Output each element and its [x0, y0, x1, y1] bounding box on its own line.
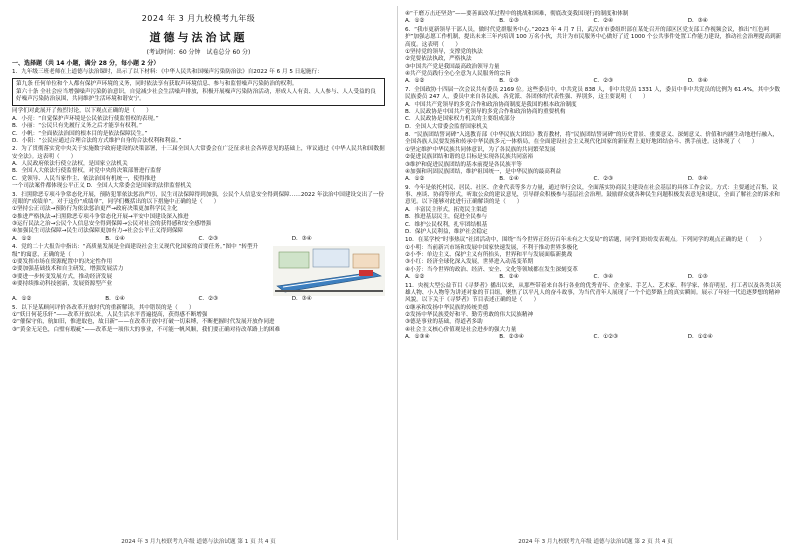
answer-options [405, 274, 782, 281]
answer-option: D．③④ [687, 18, 708, 25]
statement-item: ①坚持公正司法→预防行为依法惩治更严→政府决策更加科学民主化 [12, 206, 178, 213]
option: B．全国人大依法行使监督权，对党中央的决策部署进行监督 [12, 168, 162, 175]
statement-item: ③要进一步转变发展方式，推动经济发展 [12, 273, 113, 280]
statement-item: ④小芳：当今世界的政治、经济、安全、文化等领域都在发生深刻变革 [405, 266, 578, 273]
page-footer: 2024 年 3 月九校联考九年级 道德与法治试题 第 2 页 共 4 页 [518, 538, 673, 545]
option: C．维护公民权利，扎牢团结根基 [405, 221, 488, 228]
answer-option: B．①④ [105, 296, 125, 303]
statement-item: ①“妖日何花乐轩”——改革开放以来，人民生活水平普遍提高，获得感不断增强 [12, 311, 208, 318]
statement-item: ③德是事业的基础，得道者多助 [405, 319, 483, 326]
question-10 [405, 237, 782, 281]
answer-option: B．①③ [499, 18, 519, 25]
option: C．小帆：“全面依法治国的根本目的是依法保障民生。” [12, 130, 148, 137]
question-11 [405, 283, 782, 342]
exam-meta: (考试时间：60 分钟 试卷总分 60 分) [146, 49, 251, 57]
statement-item: ④共产党员践行全心全意为人民服务的宗旨 [405, 71, 511, 77]
question-stem: 8．“民族团结誓词碑”入选教育部《中华民族大团结》教育教材，将“民族团结誓词碑”的历史背景、重要意义、深刻意义、价值和内涵生动地进行融入，全国各族人民要发扬和传承中华民族多元一体格局，在全面建设社会主义现代化国家的新征程上更好地团结奋斗、携手前进。这体现了（ ） [405, 132, 779, 146]
answer-option: B．②④ [499, 274, 519, 281]
option: C．人民政协是国家权力机关的主要组成部分 [405, 116, 516, 123]
answer-option: C．②③ [198, 235, 219, 242]
page-footer: 2024 年 3 月九校联考九年级 道德与法治试题 第 1 页 共 4 页 [121, 538, 276, 545]
statement-item: ②小李：单边主义、保护主义有所抬头，世界和平与发展面临新挑战 [405, 252, 573, 258]
question-4-text [12, 244, 269, 296]
question-stem: 5．以下是某顾问评价各改革开放时代的重新解读，其中错误的是（ ） [12, 304, 195, 311]
answer-option: B．①④ [499, 176, 519, 183]
answer-option: B．②③④ [499, 334, 524, 341]
statement-item: ②党要依法执政，严格执法 [405, 56, 472, 63]
answer-options [405, 176, 782, 183]
statement-item: ②“催保守佑，航如旧，惟进取也，故日新”——在改革开放中打破一切束缚，不断把握时代发展开放作同进 [12, 319, 275, 326]
question-stem: 9．今年是依托村民、居民、社区、企业代表等多方力量，通过举行会议，全面落实协商民主建设在社会基层的具体工作会议。方式：主要通过召集、议事、座谈、协商等形式，听取公众的建议意见，引导群众积极参与基层社会治理。鼓励群众就各种民生问题积极发表意见和建议，全面了解社会的诉求和意见。以下能够对此进行正确解读的是（ ） [405, 184, 780, 206]
option: A．丰富民主形式，拓宽民主渠道 [405, 206, 488, 213]
answer-options [405, 18, 782, 25]
question-stem: 10．在某学校“时事热议”社团活动中，围绕“当今世界正经历百年未有之大变局”的话题，同学们纷纷发表观点。下列同学的观点正确的是（ ） [405, 237, 765, 244]
question-stem: 11．央视大型公益节目《寻梦者》播出以来，从那些带着来自各行各业的优秀青年、企业家、手艺人、艺术家、科学家、体育明星、打工者以及各类以英雄人物、小人物等为讲述对象的节目组，聚焦了以平凡人的奋斗故事，为当代青年人展现了一个个追梦路上的真实瞬间。展示了年轻一代追逐梦想的精神风貌。以下关于《寻梦者》节目表述正确的是（ ） [405, 282, 782, 304]
answer-option: A．①② [12, 296, 32, 303]
page-2 [397, 0, 794, 550]
question-7 [405, 87, 782, 131]
answer-option: C．②③ [593, 78, 614, 85]
option: D．小阳：“公民应通过合理合法的方式维护自身的合法权利和利益。” [12, 137, 182, 144]
statement-item: ①要发挥市场在资源配置中的决定性作用 [12, 258, 113, 265]
question-5 [12, 305, 385, 335]
answer-option: C．②③ [593, 176, 614, 183]
train-illustration-icon [273, 246, 385, 296]
law-article: 第六十条 全社会应当增强噪声污染防治意识，自觉减少社会生活噪声排放，积极开展噪声污染防治活动，形成人人有责、人人参与、人人受益的良好噪声污染防治氛围，共同维护生活环境和谐安宁。 [16, 88, 376, 102]
statement-item: ③运行民法之治→公民个人信息安全得到保障→公民对社会的获得感和安全感增强 [12, 221, 211, 227]
answer-option: D．③④ [291, 296, 312, 303]
option: A．人民政府依法行使立法权，是国家立法机关 [12, 161, 128, 167]
statement-item: ④加强和巩固民族团结，维护祖国统一，是中华民族的最高利益 [405, 168, 562, 175]
answer-option: A．①② [405, 274, 425, 281]
exam-header: 2024 年 3 月九校模考九年级 [141, 14, 256, 23]
question-5-continued [405, 11, 782, 26]
question-4 [12, 244, 385, 303]
answer-option: C．②④ [593, 18, 614, 25]
statement-item: ③小红：经济全球化深入发展，世界进入动荡变革期 [405, 259, 534, 266]
question-9 [405, 185, 782, 237]
statement-item: ②要加强基础技术和自主研发，增强发展活力 [12, 266, 124, 273]
law-excerpt-box [12, 78, 385, 106]
statement-item: ④“千磨万击还坚劲”——要善面改革过程中的挑战和困难，彻底改变我国现行的制度和体制 [405, 11, 629, 17]
answer-option: A．①② [405, 78, 425, 85]
statement-item: ①坚定维护中华民族共同体意识，为了各民族的共同繁荣发展 [405, 146, 556, 153]
question-8 [405, 132, 782, 184]
answer-option: A．①② [405, 176, 425, 183]
answer-option: C．③④ [593, 274, 614, 281]
statement-item: ③中国共产党是我国最高政治领导力量 [405, 63, 500, 70]
answer-option: B．①③ [499, 78, 519, 85]
question-2 [12, 146, 385, 190]
answer-option: B．①④ [105, 235, 125, 242]
answer-option: A．①③④ [405, 334, 430, 341]
answer-options [12, 236, 385, 243]
answer-options [405, 334, 782, 341]
answer-option: C．①②③ [593, 334, 619, 341]
question-4-row [12, 244, 385, 296]
question-prompt: 同学们对此展开了热烈讨论，以下观点正确的是（ ） [12, 108, 152, 115]
law-article: 第九条 任何单位和个人都有保护声环境的义务，同时依法享有获取声环境信息、参与和监督噪声污染防治的权利。 [16, 81, 298, 88]
option: A．小亮：“自觉保护声环境是公民依法行使监督权的表现。” [12, 115, 159, 122]
statement-item: ③“黄金无足色，白璧有瑕疵”——改革是一项伟大的事业，不可能一帆风顺，我们要正确对待改革路上的困难 [12, 326, 281, 333]
option: D．全国人大常委会监督国家机关 [405, 123, 488, 130]
option: D．保护人民利益，维护社会稳定 [405, 228, 488, 235]
answer-option: D．①②④ [687, 334, 713, 341]
answer-option: C．②③ [198, 296, 219, 303]
question-stem: 2．为了贯彻落实党中央关于实施数字政府建设的决策部署，十三届全国人大常委会在广泛征求社会各界意见的基础上，审议通过《中华人民共和国数据安全法》。这表明（ ） [12, 146, 385, 160]
exam-title: 道德与法治试题 [149, 30, 248, 44]
question-stem: 4．党的二十大报告中指出：“高质量发展是全面建设社会主义现代化国家的首要任务。”图中 “转型升级”的寓意，正确的是（ ） [12, 244, 259, 258]
section-heading: 一、选择题（共 14 小题，满分 28 分，每小题 2 分） [12, 59, 160, 67]
option: B．人民政协是中国共产党领导的多党合作和政治协商的重要机构 [405, 108, 566, 115]
question-6 [405, 27, 782, 86]
answer-option: A．①② [405, 18, 425, 25]
statement-item: ①小明：当前新兴市场和发展中国家快速发展，不利于推动世界多极化 [405, 244, 578, 251]
option: 一个司法案件都体现公平正义 D．全国人大常委会是国家的法律监督机关 [12, 183, 192, 190]
option: C．党领导、人民当家作主、依法治国有机统一，使得推进 [12, 175, 156, 182]
question-stem: 7．全国政协十四届一次会议共有委员 2169 位。这些委员中，中共党员 838 人，非中共党员 1331 人，委员中非中共党员的比例为 61.4%，其中少数民族委员 247 人，委员中来自各民族、各党派、各团体的代表性强、界别多，这主要说明（ ） [405, 86, 780, 101]
answer-option: D．①③ [687, 274, 708, 281]
statement-item: ①继承和发扬中华民族的传统美德 [405, 304, 489, 311]
statement-item: ①坚持党的领导，支撑党的执法 [405, 48, 483, 55]
statement-item: ④要持续推动科技创新，发展资源型产业 [12, 281, 113, 287]
question-1 [12, 69, 385, 145]
answer-option: A．①② [12, 235, 32, 242]
question-stem: 1．九年级三班老师在上道德与法治课时，出示了以下材料：《中华人民共和国噪声污染防治法》自2022 年 6 月 5 日起施行： [12, 68, 323, 75]
answer-options [405, 78, 782, 85]
question-stem: 6．“我市更新领导干部人员，做时代党群服务中心。”2023 年 4 月 7 日，武汉市市委组织部在某处召开的部区区党支部工作视频会议，推出“红色呵护”加强志愿工作机制，提出未来三年内培训 100 万名小伙，共计为市民服务中心做好了近 1000 个公共事件处置工作能力建设，推动社会治理提高到新高度。这表明（ ） [405, 26, 782, 48]
statement-item: ②推进严格执法→扫黑除恶专项斗争常态化开展→平安中国建设深入推进 [12, 213, 189, 220]
option: A．中国共产党领导的多党合作和政治协商制度是我国的根本政治制度 [405, 101, 577, 108]
answer-option: D．③④ [687, 78, 708, 85]
statement-item: ④加强民生司法保障→民生司法保障更加有力→社会公平正义得到保障 [12, 228, 184, 235]
statement-item: ②发扬中华民族爱好和平、勤劳勇敢的伟大民族精神 [405, 312, 534, 318]
answer-options [12, 296, 385, 303]
answer-option: D．③④ [291, 235, 312, 242]
option: B．推进基层民主，促进全民参与 [405, 214, 488, 221]
question-3 [12, 192, 385, 244]
option: B．小丽：“公民只有先履行义务之后才能享有权利。” [12, 123, 142, 130]
statement-item: ④社会主义核心价值观是社会进步的强大力量 [405, 326, 517, 333]
statement-item: ②促进民族团结和谐的总目标是实现各民族共同富裕 [405, 154, 534, 161]
question-stem: 3．扫黑除恶专项斗争常态化开展，预防犯罪依法惩治严厉，民生司法保障得到加强，公民个人信息安全得到保障……2022 年法治中国建设交出了一份亮眼的“成绩单”。对于这份“成绩单”，同学们概括出的以下措施中正确的是（ ） [12, 191, 384, 205]
statement-item: ③维护和促进民族团结的基本前提是各民族平等 [405, 161, 522, 168]
answer-option: D．③④ [687, 176, 708, 183]
